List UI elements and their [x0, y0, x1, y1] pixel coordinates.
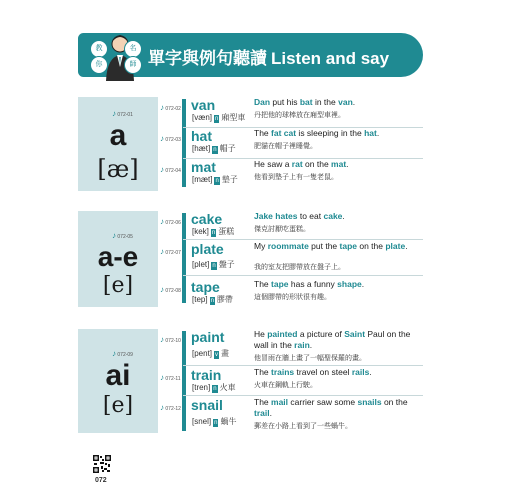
audio-icon: ♪: [160, 335, 164, 344]
vocab-word: plate: [191, 241, 224, 257]
audio-track[interactable]: ♪ 072-10: [160, 335, 181, 344]
example-sentence: He painted a picture of Saint Paul on the wall in the rain.: [254, 329, 411, 350]
audio-track[interactable]: ♪ 072-07: [160, 247, 181, 256]
vocab-pronunciation: [kek] n 蛋糕: [192, 227, 235, 236]
row-divider: [183, 365, 423, 366]
part-of-speech-badge: v: [215, 352, 219, 358]
example-sentence: My roommate put the tape on the plate.: [254, 241, 408, 251]
part-of-speech-badge: n: [211, 230, 216, 236]
example-sentence: The trains travel on steel rails.: [254, 367, 372, 377]
audio-icon: ♪: [160, 247, 164, 256]
vocab-word: tape: [191, 279, 220, 295]
vocab-pronunciation: [væn] n 廂型車: [192, 113, 246, 122]
title-en: Listen and say: [271, 49, 390, 68]
audio-icon: ♪: [112, 109, 116, 118]
part-of-speech-badge: n: [210, 298, 214, 304]
audio-track[interactable]: ♪ 072-12: [160, 403, 181, 412]
sentence-translation: 我的室友把膠帶放在盤子上。: [254, 264, 345, 271]
audio-track[interactable]: ♪ 072-05: [112, 231, 133, 240]
audio-track[interactable]: ♪ 072-11: [160, 373, 181, 382]
audio-icon: ♪: [160, 134, 164, 143]
audio-icon: ♪: [112, 349, 116, 358]
example-sentence: Jake hates to eat cake.: [254, 211, 345, 221]
phonics-ipa: [e]: [102, 393, 134, 418]
vocab-row: [158, 367, 423, 395]
audio-icon: ♪: [160, 217, 164, 226]
audio-icon: ♪: [112, 231, 116, 240]
vocab-pronunciation: [pent] v 畫: [192, 349, 230, 358]
vocab-row: [158, 279, 423, 307]
sentence-translation: 火車在鋼軌上行駛。: [254, 382, 317, 389]
sentence-translation: 丹把他的球棒放在廂型車裡。: [254, 112, 345, 119]
phonics-ipa: [e]: [102, 273, 134, 298]
vocab-row: [158, 329, 423, 365]
vocab-row: [158, 97, 423, 127]
teacher-bubble: 名: [124, 40, 142, 58]
example-sentence: He saw a rat on the mat.: [254, 159, 349, 169]
phonics-letter: ai: [105, 359, 131, 392]
vocab-word: hat: [191, 128, 212, 144]
phonics-section-a-e: [78, 211, 423, 307]
teacher-bubble: 你: [90, 56, 108, 74]
phonics-box: [78, 211, 158, 307]
vocab-row: [158, 397, 423, 433]
part-of-speech-badge: n: [215, 178, 219, 184]
audio-track[interactable]: ♪ 072-04: [160, 165, 181, 174]
audio-track[interactable]: ♪ 072-03: [160, 134, 181, 143]
page-title: [148, 44, 389, 69]
sentence-translation: 他冒雨在牆上畫了一幅聖保羅的畫。: [254, 355, 366, 362]
audio-track[interactable]: ♪ 072-09: [112, 349, 133, 358]
vocab-pronunciation: [tep] n 膠帶: [192, 295, 233, 304]
row-divider: [183, 275, 423, 276]
vocab-word: mat: [191, 159, 216, 175]
qr-code-icon[interactable]: [93, 455, 111, 473]
row-divider: [183, 239, 423, 240]
vocab-word: snail: [191, 397, 223, 413]
part-of-speech-badge: n: [213, 386, 217, 392]
part-of-speech-badge: n: [214, 420, 218, 426]
example-sentence: The mail carrier saw some snails on the trail.: [254, 397, 408, 418]
vocab-pronunciation: [plet] n 盤子: [192, 260, 235, 269]
row-divider: [183, 395, 423, 396]
audio-icon: ♪: [160, 373, 164, 382]
audio-track[interactable]: ♪ 072-01: [112, 109, 133, 118]
audio-track[interactable]: ♪ 072-08: [160, 285, 181, 294]
vocab-row: [158, 128, 423, 158]
sentence-translation: 肥貓在帽子裡睡覺。: [254, 143, 317, 150]
vocab-pronunciation: [snel] n 蝸牛: [192, 417, 237, 426]
phonics-section-ai: [78, 329, 423, 433]
vocab-word: cake: [191, 211, 223, 227]
example-sentence: The tape has a funny shape.: [254, 279, 365, 289]
page-number: 072: [95, 477, 107, 484]
audio-icon: ♪: [160, 403, 164, 412]
phonics-ipa: [æ]: [97, 155, 139, 183]
sentence-translation: 這個膠帶的形狀很有趣。: [254, 294, 331, 301]
part-of-speech-badge: n: [212, 263, 216, 269]
title-zh: 單字與例句聽讀: [148, 49, 267, 68]
vocab-row: [158, 241, 423, 275]
vocab-pronunciation: [hæt] n 帽子: [192, 144, 236, 153]
phonics-letter: a: [109, 119, 127, 152]
phonics-letter: a-e: [97, 241, 139, 272]
vocab-word: train: [191, 367, 222, 383]
sentence-translation: 郵差在小路上看到了一些蝸牛。: [254, 423, 352, 430]
phonics-section-a: [78, 97, 423, 191]
example-sentence: The fat cat is sleeping in the hat.: [254, 128, 380, 138]
vocab-word: paint: [191, 329, 225, 345]
example-sentence: Dan put his bat in the van.: [254, 97, 356, 107]
audio-icon: ♪: [160, 285, 164, 294]
phonics-box: [78, 97, 158, 191]
phonics-box: [78, 329, 158, 433]
sentence-translation: 他看到墊子上有一隻老鼠。: [254, 174, 338, 181]
vocab-pronunciation: [tren] n 火車: [192, 383, 236, 392]
vocab-row: [158, 159, 423, 189]
audio-track[interactable]: ♪ 072-02: [160, 103, 181, 112]
audio-icon: ♪: [160, 165, 164, 174]
teacher-bubble: 師: [124, 56, 142, 74]
sentence-translation: 傑克討厭吃蛋糕。: [254, 226, 310, 233]
audio-icon: ♪: [160, 103, 164, 112]
audio-track[interactable]: ♪ 072-06: [160, 217, 181, 226]
teacher-bubble: 教: [90, 40, 108, 58]
part-of-speech-badge: n: [213, 147, 217, 153]
vocab-word: van: [191, 97, 216, 113]
part-of-speech-badge: n: [215, 116, 219, 122]
vocab-row: [158, 211, 423, 239]
vocab-pronunciation: [mæt] n 墊子: [192, 175, 238, 184]
